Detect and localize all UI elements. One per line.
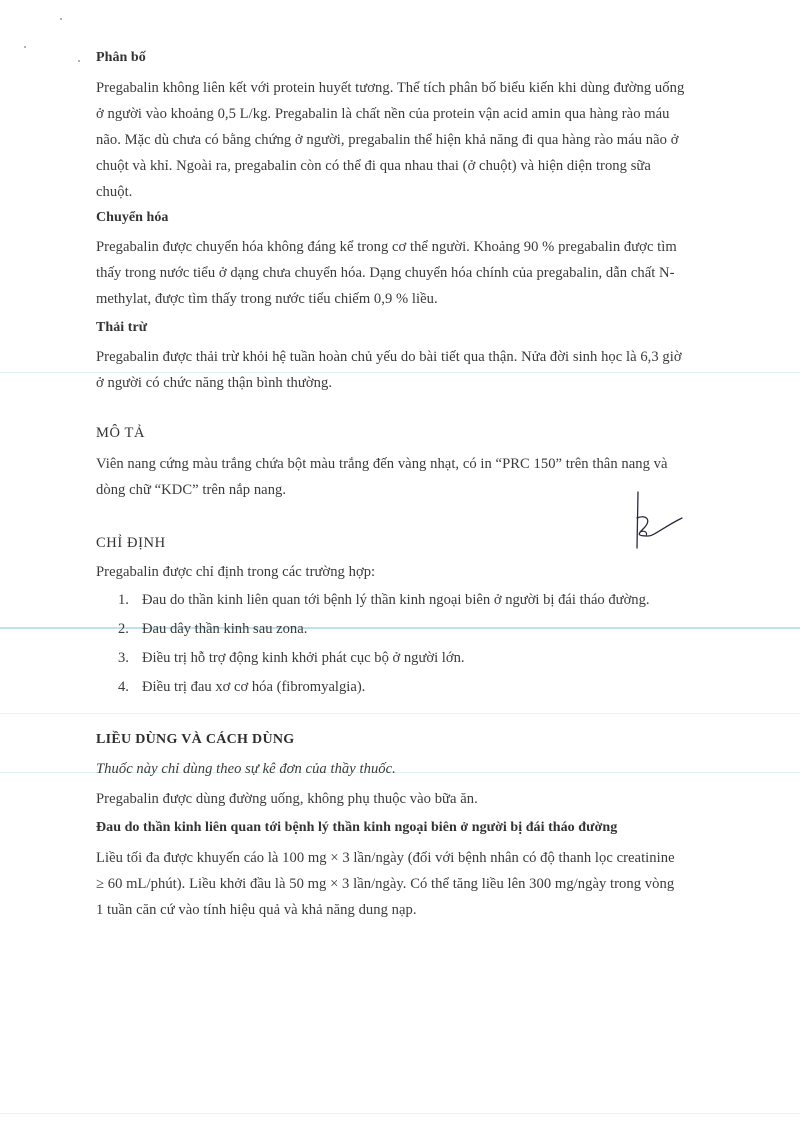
metabolism-paragraph xyxy=(96,234,706,312)
dosage-route: Pregabalin được dùng đường uống, không phụ thuộc vào bữa ăn. xyxy=(96,791,478,807)
item-text: Điều trị hỗ trợ động kinh khởi phát cục bộ ở người lớn. xyxy=(142,650,465,666)
item-text: Đau do thần kinh liên quan tới bệnh lý thần kinh ngoại biên ở người bị đái tháo đường. xyxy=(142,592,650,608)
description-paragraph xyxy=(96,451,706,503)
dosage-paragraph xyxy=(96,845,706,923)
item-text: Điều trị đau xơ cơ hóa (fibromyalgia). xyxy=(142,679,366,695)
item-number: 3. xyxy=(118,650,129,666)
scan-line xyxy=(0,713,800,714)
scan-speck xyxy=(78,60,80,62)
scan-line xyxy=(0,1113,800,1114)
text-line: chuột và khỉ. Ngoài ra, pregabalin còn có thể đi qua nhau thai (ở chuột) và hiện diện trong sữa xyxy=(96,158,651,174)
scan-speck xyxy=(24,46,26,48)
prescription-note: Thuốc này chỉ dùng theo sự kê đơn của thầy thuốc. xyxy=(96,761,396,777)
distribution-heading: Phân bố xyxy=(96,50,146,65)
dosage-heading: LIỀU DÙNG VÀ CÁCH DÙNG xyxy=(96,732,295,747)
indications-heading: CHỈ ĐỊNH xyxy=(96,535,166,551)
text-line: ≥ 60 mL/phút). Liều khởi đầu là 50 mg × 3 lần/ngày. Có thể tăng liều lên 300 mg/ngày trong vòng xyxy=(96,876,675,892)
text-line: não. Mặc dù chưa có bằng chứng ở người, pregabalin thể hiện khả năng đi qua hàng rào máu não ở xyxy=(96,132,679,148)
description-heading: MÔ TẢ xyxy=(96,425,146,441)
item-number: 1. xyxy=(118,592,129,608)
item-text: Đau dây thần kinh sau zona. xyxy=(142,621,308,637)
text-line: ở người vào khoảng 0,5 L/kg. Pregabalin là chất nền của protein vận acid amin qua hàng rào máu xyxy=(96,106,670,122)
text-line: Viên nang cứng màu trắng chứa bột màu trắng đến vàng nhạt, có in “PRC 150” trên thân nang và xyxy=(96,456,668,472)
dosage-subheading: Đau do thần kinh liên quan tới bệnh lý thần kinh ngoại biên ở người bị đái tháo đường xyxy=(96,820,618,835)
text-line: methylat, được tìm thấy trong nước tiểu chiếm 0,9 % liều. xyxy=(96,291,438,307)
text-line: Pregabalin được thải trừ khỏi hệ tuần hoàn chủ yếu do bài tiết qua thận. Nửa đời sinh học là 6,3 giờ xyxy=(96,349,682,365)
text-line: dòng chữ “KDC” trên nắp nang. xyxy=(96,482,287,498)
item-number: 2. xyxy=(118,621,129,637)
scan-speck xyxy=(60,18,62,20)
indication-item xyxy=(118,646,465,670)
text-line: Pregabalin được chuyển hóa không đáng kể trong cơ thể người. Khoảng 90 % pregabalin được tìm xyxy=(96,239,677,255)
distribution-paragraph xyxy=(96,75,706,205)
elimination-paragraph xyxy=(96,344,706,396)
item-number: 4. xyxy=(118,679,129,695)
text-line: 1 tuần căn cứ vào tính hiệu quả và khả năng dung nạp. xyxy=(96,902,417,918)
indication-item xyxy=(118,675,365,699)
signature-mark xyxy=(618,488,688,568)
text-line: thấy trong nước tiểu ở dạng chưa chuyển hóa. Dạng chuyển hóa chính của pregabalin, dẫn chất N- xyxy=(96,265,675,281)
indication-item xyxy=(118,588,650,612)
indication-item xyxy=(118,617,307,641)
text-line: Liều tối đa được khuyến cáo là 100 mg × 3 lần/ngày (đối với bệnh nhân có độ thanh lọc creatinine xyxy=(96,850,675,866)
indications-intro: Pregabalin được chỉ định trong các trường hợp: xyxy=(96,564,376,580)
text-line: ở người có chức năng thận bình thường. xyxy=(96,375,333,391)
text-line: chuột. xyxy=(96,184,133,200)
metabolism-heading: Chuyển hóa xyxy=(96,210,169,225)
text-line: Pregabalin không liên kết với protein huyết tương. Thể tích phân bố biểu kiến khi dùng đường uống xyxy=(96,80,685,96)
elimination-heading: Thải trừ xyxy=(96,320,148,335)
